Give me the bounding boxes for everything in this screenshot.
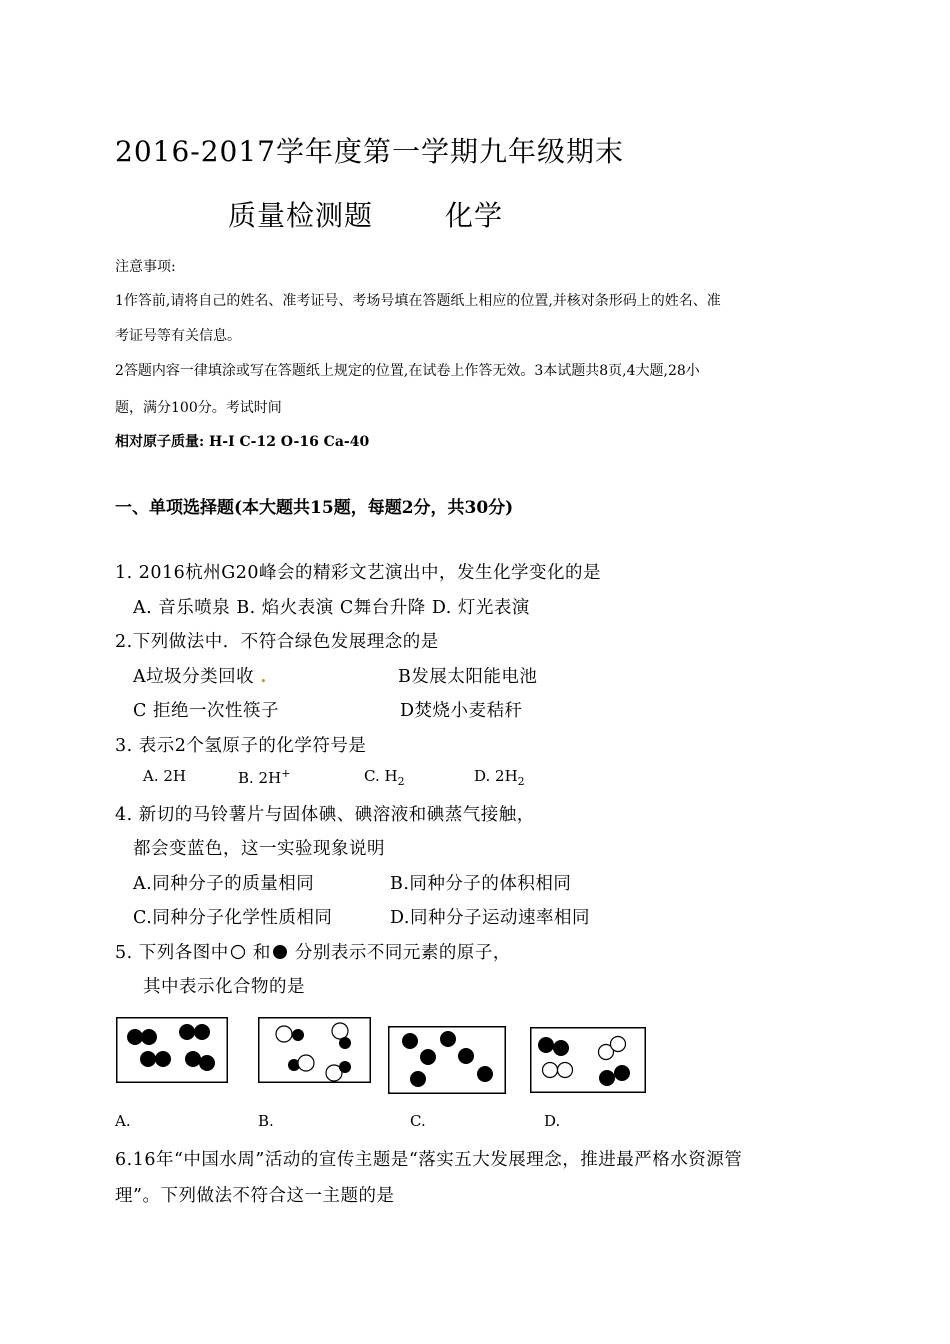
q3-option-b (238, 767, 290, 787)
q3-option-a: A. 2H (143, 767, 186, 785)
q4-option-a: A.同种分子的质量相同 (133, 874, 315, 894)
atomic-mass-line: 相对原子质量: H-I C-12 O-16 Ca-40 (115, 434, 370, 450)
q2-option-a-text: A垃圾分类回收 (133, 667, 255, 687)
filled-circle-icon (271, 944, 289, 960)
q3-stem: 3. 表示2个氢原子的化学符号是 (115, 736, 367, 756)
q2-option-a (133, 663, 267, 688)
notes-item2-line2: 题，满分100分。考试时间 (115, 400, 282, 416)
q5-stem-line2: 其中表示化合物的是 (143, 977, 305, 997)
q5-label-d: D. (544, 1112, 561, 1130)
q2-option-c: C 拒绝一次性筷子 (133, 701, 279, 721)
q3-option-b-sup: + (281, 767, 291, 780)
q5-stem-line1 (115, 939, 511, 964)
q3-option-c-base: C. H (364, 767, 398, 785)
q2-stem: 2.下列做法中．不符合绿色发展理念的是 (115, 632, 439, 652)
q2-option-a-mark: . (260, 667, 267, 687)
q5-stem-mid: 和 (252, 943, 271, 963)
exam-title-line1: 2016-2017学年度第一学期九年级期末 (115, 135, 624, 168)
section1-heading: 一、单项选择题(本大题共15题，每题2分，共30分) (115, 498, 514, 518)
q4-stem-line1: 4. 新切的马铃薯片与固体碘、碘溶液和碘蒸气接触， (115, 805, 535, 825)
exam-title-subtitle: 质量检测题 (228, 199, 374, 232)
q4-option-d: D.同种分子运动速率相同 (390, 908, 590, 928)
q5-label-b: B. (258, 1112, 274, 1130)
q1-options: A. 音乐喷泉 B. 焰火表演 C舞台升降 D. 灯光表演 (133, 598, 530, 618)
notes-item1-line2: 考证号等有关信息。 (115, 328, 241, 344)
q1-stem: 1. 2016杭州G20峰会的精彩文艺演出中，发生化学变化的是 (115, 563, 602, 583)
q3-option-c-sub: 2 (397, 775, 405, 788)
q5-diagram-c (388, 1026, 506, 1094)
q2-option-b: B发展太阳能电池 (398, 667, 538, 687)
q5-stem-pre: 5. 下列各图中 (115, 943, 229, 963)
q4-stem-line2: 都会变蓝色，这一实验现象说明 (133, 839, 385, 859)
q6-stem-line1: 6.16年“中国水周”活动的宣传主题是“落实五大发展理念，推进最严格水资源管 (115, 1150, 743, 1170)
q3-option-b-base: B. 2H (238, 769, 282, 787)
notes-item1-line1: 1作答前,请将自己的姓名、准考证号、考场号填在答题纸上相应的位置,并核对条形码上的姓名、准 (115, 293, 721, 309)
notes-heading: 注意事项: (115, 259, 176, 275)
q6-stem-line2: 理”。下列做法不符合这一主题的是 (115, 1186, 395, 1206)
open-circle-icon (229, 944, 247, 960)
q5-label-a: A. (115, 1112, 131, 1130)
exam-subject: 化学 (445, 199, 504, 232)
q5-diagram-b (258, 1017, 371, 1083)
q3-option-d-sub: 2 (517, 775, 525, 788)
q2-option-d: D焚烧小麦秸秆 (400, 701, 523, 721)
q5-diagram-d (530, 1027, 646, 1093)
q3-option-d (474, 767, 525, 788)
exam-title-line2 (228, 194, 503, 234)
q5-stem-post: 分别表示不同元素的原子， (294, 943, 511, 963)
q4-option-b: B.同种分子的体积相同 (390, 874, 572, 894)
notes-item2-line1: 2答题内容一律填涂或写在答题纸上规定的位置,在试卷上作答无效。3本试题共8页,4大题,28小 (115, 363, 700, 379)
q5-label-c: C. (410, 1112, 426, 1130)
q3-option-d-base: D. 2H (474, 767, 518, 785)
q3-option-c (364, 767, 405, 788)
q4-option-c: C.同种分子化学性质相同 (133, 908, 333, 928)
q5-diagram-a (116, 1017, 228, 1083)
